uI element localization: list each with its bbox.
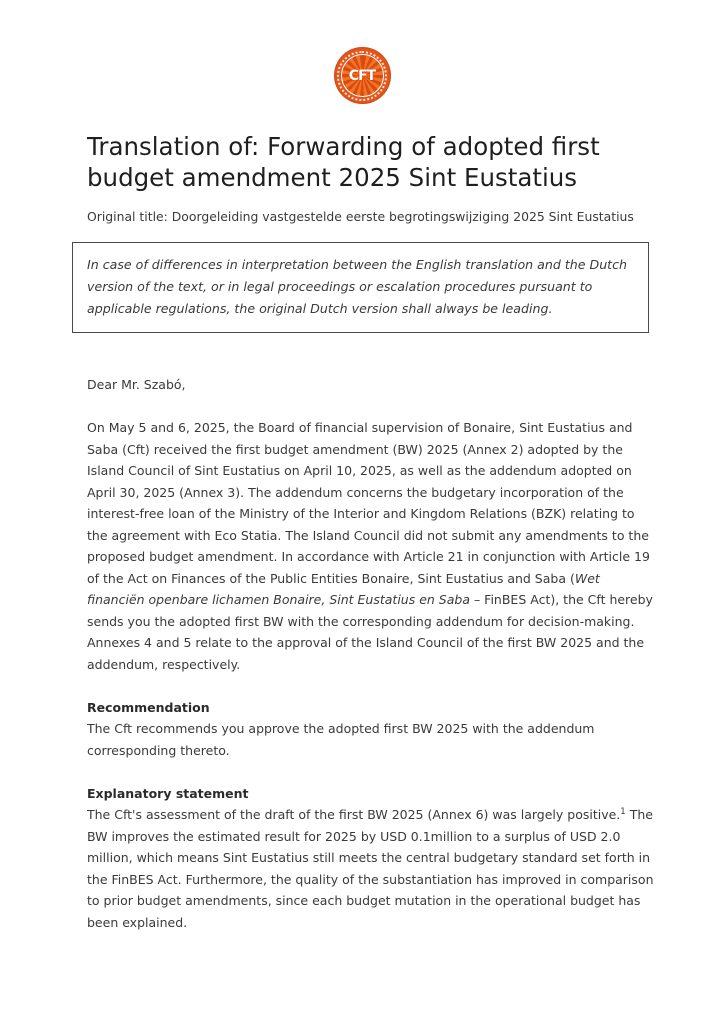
footnote-reference: 1 — [620, 806, 626, 817]
original-title: Original title: Doorgeleiding vastgestelde eerste begrotingswijziging 2025 Sint Eustatius — [87, 209, 634, 224]
intro-paragraph — [87, 417, 659, 675]
page-title-line2: budget amendment 2025 Sint Eustatius — [87, 163, 578, 192]
section-body-explanatory-statement — [87, 804, 659, 933]
letter-content — [87, 131, 659, 933]
cft-logo — [334, 47, 391, 104]
explanatory-part2: The BW improves the estimated result for 2025 by USD 0.1million to a surplus of USD 2.0 million, which means Sint Eustatius still meets the central budgetary standard set forth in the FinBES Act. Furthermore, the quality of the substantiation has improved in comparison to prior budget amendments, since each budget mutation in the operational budget has been explained. — [87, 807, 654, 930]
intro-part2: – FinBES Act), the Cft hereby sends you the adopted first BW with the corresponding addendum for decision-making. Annexes 4 and 5 relate to the approval of the Island Council of the first BW 2025 and the addendum, respectively. — [87, 592, 653, 672]
disclaimer-box — [72, 242, 649, 333]
explanatory-part1: The Cft's assessment of the draft of the first BW 2025 (Annex 6) was largely positive. — [87, 807, 621, 822]
intro-part1: On May 5 and 6, 2025, the Board of financial supervision of Bonaire, Sint Eustatius and Saba (Cft) received the first budget amendment (BW) 2025 (Annex 2) adopted by the Island Council of Sint Eustatius on April 10, 2025, as well as the addendum adopted on April 30, 2025 (Annex 3). The addendum concerns the budgetary incorporation of the interest-free loan of the Ministry of the Interior and Kingdom Relations (BZK) relating to the agreement with Eco Statia. The Island Council did not submit any amendments to the proposed budget amendment. In accordance with Article 21 in conjunction with Article 19 of the Act on Finances of the Public Entities Bonaire, Sint Eustatius and Saba ( — [87, 420, 650, 586]
logo-container — [0, 47, 724, 104]
logo-ring-decoration — [337, 51, 387, 101]
intro-law-name-italic: Wet financiën openbare lichamen Bonaire, Sint Eustatius en Saba — [87, 570, 600, 607]
section-heading-explanatory-statement: Explanatory statement — [87, 785, 249, 801]
page-title — [87, 131, 659, 193]
disclaimer-text: In case of differences in interpretation between the English translation and the Dutch version of the text, or in legal proceedings or escalation procedures pursuant to applicable regulations, the original Dutch version shall always be leading. — [87, 257, 628, 316]
logo-wordmark: CFT — [348, 67, 376, 84]
section-body-recommendation: The Cft recommends you approve the adopted first BW 2025 with the addendum corresponding thereto. — [87, 721, 595, 758]
section-heading-recommendation: Recommendation — [87, 699, 210, 715]
salutation: Dear Mr. Szabó, — [87, 377, 186, 392]
page-title-line1: Translation of: Forwarding of adopted first — [87, 132, 600, 161]
